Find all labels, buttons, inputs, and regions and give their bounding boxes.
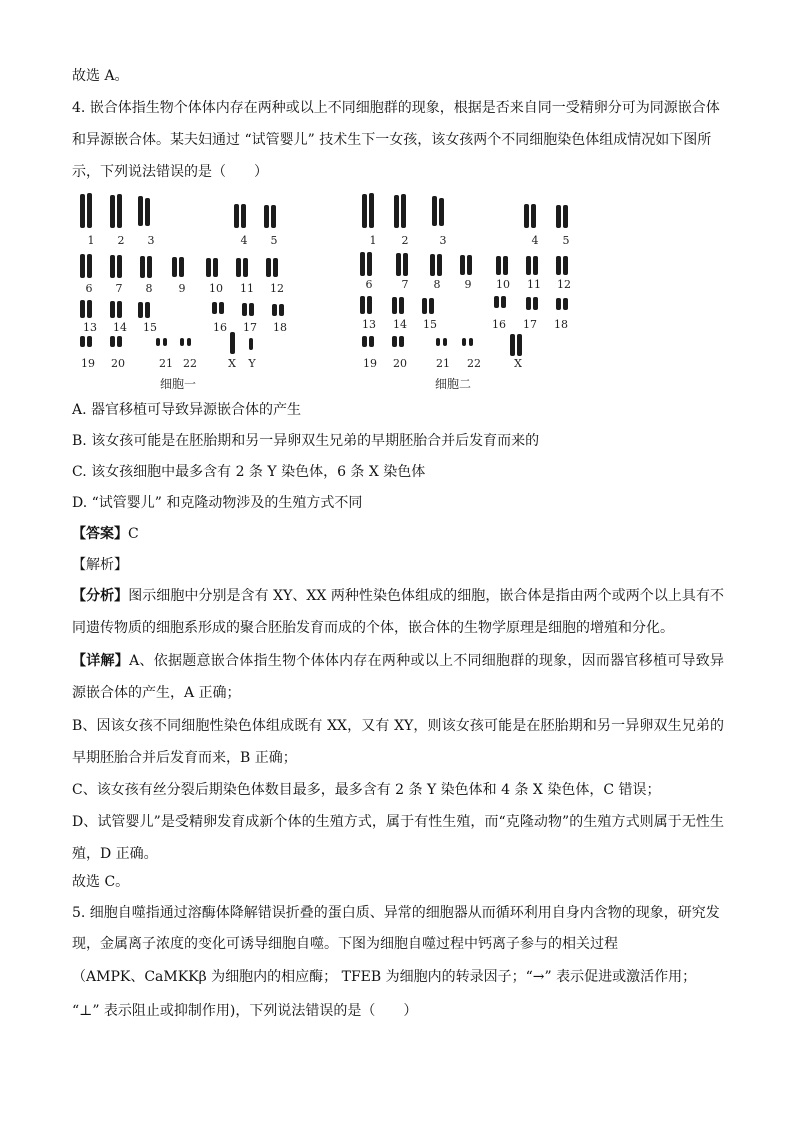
cell-one-label: X	[228, 357, 236, 370]
cell-one-row-2-chromosomes	[80, 254, 278, 278]
karyotype-cell-two-svg	[350, 186, 590, 396]
previous-answer: 故选 A。	[72, 68, 129, 84]
option-b: B. 该女孩可能是在胚胎期和另一异卵双生兄弟的早期胚胎合并后发育而来的	[72, 433, 540, 449]
cell-two-label: 4	[531, 234, 539, 247]
cell-one-label: 4	[240, 234, 248, 247]
analysis-xiangjie-d: D、试管婴儿”是受精卵发育成新个体的生殖方式，属于有性生殖，而“克隆动物”的生殖方式则属于无性生殖，D 正确。	[72, 814, 724, 862]
option-a: A. 器官移植可导致异源嵌合体的产生	[72, 402, 302, 418]
cell-one-label: Y	[248, 357, 256, 370]
cell-two-row-1-labels	[370, 234, 570, 247]
cell-one-label: 2	[117, 234, 125, 247]
cell-one-label: 9	[178, 282, 186, 295]
cell-two-label: 1	[369, 234, 377, 247]
question-5-stem-line-2: 现，金属离子浓度的变化可诱导细胞自噬。下图为细胞自噬过程中钙离子参与的相关过程	[72, 936, 618, 952]
cell-two-label: 17	[523, 318, 537, 331]
fenxi-text: 图示细胞中分别是含有 XY、XX 两种性染色体组成的细胞，嵌合体是指由两个或两个以上具有不同遗传物质的细胞系形成的聚合胚胎发育而成的个体，嵌合体的生物学原理是细胞的增殖和分化。	[72, 588, 725, 636]
cell-two-label: 19	[363, 357, 377, 370]
cell-two-label: 13	[362, 318, 376, 331]
cell-one-label: 11	[240, 282, 254, 295]
cell-two-row-1-chromosomes	[362, 193, 568, 228]
cell-one-row-4-chromosomes	[80, 332, 253, 354]
question-5-stem-line-1: 5. 细胞自噬指通过溶酶体降解错误折叠的蛋白质、异常的细胞器从而循环利用自身内含物的现象，研究发	[72, 905, 720, 921]
cell-two-label: 6	[365, 278, 373, 291]
cell-one-label: 15	[143, 321, 157, 334]
cell-one-label: 5	[270, 234, 278, 247]
fenxi-label: 【分析】	[72, 588, 129, 604]
cell-two-label: X	[514, 357, 522, 370]
question-4-stem-line-2: 和异源嵌合体。某夫妇通过 “试管婴儿” 技术生下一女孩，该女孩两个不同细胞染色体组成情况如下图所	[72, 132, 712, 148]
xiangjie-label: 【详解】	[72, 653, 130, 669]
karyotype-cell-two	[350, 186, 590, 396]
cell-two-label: 20	[393, 357, 407, 370]
cell-one-row-4-labels	[81, 357, 256, 370]
cell-two-label: 8	[433, 278, 441, 291]
cell-two-row-4-chromosomes	[362, 334, 522, 356]
analysis-xiangjie-b: B、因该女孩不同细胞性染色体组成既有 XX，又有 XY，则该女孩可能是在胚胎期和另一异卵双生兄弟的早期胚胎合并后发育而来，B 正确；	[72, 718, 724, 766]
xiangjie-a-text: A、依据题意嵌合体指生物个体体内存在两种或以上不同细胞群的现象，因而器官移植可导致异源嵌合体的产生，A 正确；	[72, 653, 725, 701]
cell-one-label: 17	[243, 321, 257, 334]
cell-one-label: 16	[213, 321, 227, 334]
karyotype-cell-one-svg	[72, 186, 312, 396]
cell-two-label: 2	[401, 234, 409, 247]
cell-two-label: 10	[496, 278, 510, 291]
cell-one-caption: 细胞一	[159, 377, 197, 391]
cell-one-label: 21	[159, 357, 173, 370]
option-d: D. “试管婴儿” 和克隆动物涉及的生殖方式不同	[72, 495, 363, 511]
cell-one-row-3-chromosomes	[80, 300, 284, 318]
cell-one-row-2-labels	[86, 282, 285, 295]
question-4-conclusion: 故选 C。	[72, 874, 130, 890]
cell-two-label: 22	[467, 357, 481, 370]
cell-two-label: 9	[464, 278, 472, 291]
answer-value: C	[128, 526, 139, 542]
analysis-label: 【解析】	[72, 557, 128, 573]
cell-two-label: 15	[423, 318, 437, 331]
cell-one-label: 6	[85, 282, 93, 295]
cell-two-label: 11	[527, 278, 541, 291]
cell-two-row-4-labels	[363, 357, 522, 370]
cell-one-label: 12	[270, 282, 284, 295]
cell-two-row-2-labels	[366, 278, 572, 291]
cell-two-label: 21	[436, 357, 450, 370]
cell-one-label: 3	[147, 234, 155, 247]
cell-two-label: 18	[554, 318, 568, 331]
cell-two-label: 14	[393, 318, 407, 331]
karyotype-cell-one	[72, 186, 312, 396]
cell-one-row-3-labels	[83, 321, 287, 334]
question-5-stem-line-4: “⊥” 表示阻止或抑制作用)，下列说法错误的是（ ）	[72, 1003, 418, 1019]
cell-two-label: 7	[401, 278, 409, 291]
cell-two-label: 12	[557, 278, 571, 291]
cell-two-row-3-labels	[362, 318, 568, 331]
cell-two-row-3-chromosomes	[360, 296, 568, 314]
cell-one-label: 20	[111, 357, 125, 370]
cell-two-row-2-chromosomes	[360, 252, 568, 276]
cell-one-label: 14	[113, 321, 127, 334]
cell-two-label: 16	[492, 318, 506, 331]
cell-one-row-1-labels	[88, 234, 278, 247]
cell-one-row-1-chromosomes	[80, 193, 276, 228]
answer-label: 【答案】	[72, 526, 128, 542]
question-5-stem-line-3: （AMPK、CaMKKβ 为细胞内的相应酶； TFEB 为细胞内的转录因子；“→” 表示促进或激活作用；	[72, 969, 697, 985]
cell-one-label: 10	[209, 282, 223, 295]
cell-two-caption: 细胞二	[434, 377, 472, 391]
cell-one-label: 18	[273, 321, 287, 334]
analysis-fenxi	[72, 580, 724, 644]
cell-one-label: 1	[87, 234, 95, 247]
cell-two-label: 3	[439, 234, 447, 247]
cell-one-label: 8	[145, 282, 153, 295]
analysis-xiangjie-a	[72, 645, 724, 709]
answer-line	[72, 524, 139, 544]
option-c: C. 该女孩细胞中最多含有 2 条 Y 染色体，6 条 X 染色体	[72, 464, 426, 480]
cell-one-label: 19	[81, 357, 95, 370]
analysis-xiangjie-c: C、该女孩有丝分裂后期染色体数目最多，最多含有 2 条 Y 染色体和 4 条 X 染色体，C 错误；	[72, 782, 661, 798]
cell-one-label: 7	[115, 282, 123, 295]
cell-one-label: 22	[183, 357, 197, 370]
cell-two-label: 5	[562, 234, 570, 247]
question-4-stem-line-1: 4. 嵌合体指生物个体体内存在两种或以上不同细胞群的现象，根据是否来自同一受精卵分可为同源嵌合体	[72, 100, 720, 116]
cell-one-label: 13	[83, 321, 97, 334]
question-4-stem-line-3: 示，下列说法错误的是（ ）	[72, 164, 268, 180]
